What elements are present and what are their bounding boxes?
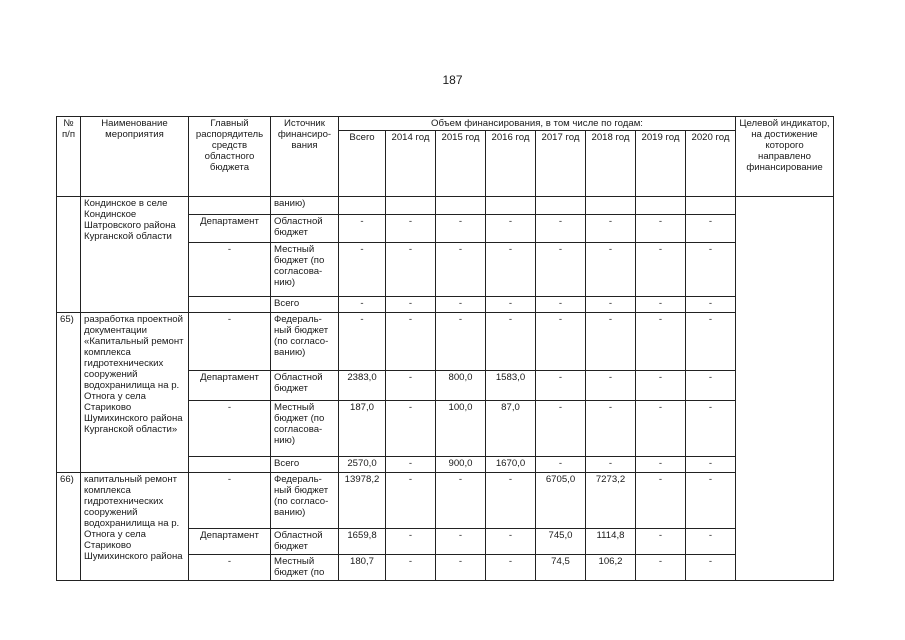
- amount-cell: -: [636, 243, 686, 297]
- amount-cell: -: [486, 215, 536, 243]
- header-volume: Объем финансирования, в том числе по годам:: [339, 117, 736, 131]
- amount-cell: -: [486, 529, 536, 555]
- source-cell: Местный бюджет (по: [271, 555, 339, 581]
- amount-cell: -: [636, 555, 686, 581]
- amount-cell: 6705,0: [536, 473, 586, 529]
- header-num: № п/п: [57, 117, 81, 197]
- manager-cell: Департамент: [189, 215, 271, 243]
- activity-name: капитальный ремонт комплекса гидротехнических сооружений водохранилища на р. Отнога у села Стариково Шумихинского района: [81, 473, 189, 581]
- source-cell: Всего: [271, 457, 339, 473]
- row-number: [57, 197, 81, 313]
- amount-cell: -: [536, 215, 586, 243]
- manager-cell: -: [189, 313, 271, 371]
- source-cell: Федераль-ный бюджет (по согласо-ванию): [271, 313, 339, 371]
- source-cell: Местный бюджет (по согласова-нию): [271, 243, 339, 297]
- amount-cell: -: [586, 243, 636, 297]
- source-cell: Федераль-ный бюджет (по согласо-ванию): [271, 473, 339, 529]
- amount-cell: -: [636, 457, 686, 473]
- amount-cell: -: [486, 555, 536, 581]
- amount-cell: -: [486, 243, 536, 297]
- header-manager: Главный распорядитель средств областного бюджета: [189, 117, 271, 197]
- amount-cell: -: [686, 555, 736, 581]
- amount-cell: -: [436, 473, 486, 529]
- amount-cell: -: [636, 313, 686, 371]
- amount-cell: -: [686, 371, 736, 401]
- amount-cell: -: [636, 529, 686, 555]
- amount-cell: 2383,0: [339, 371, 386, 401]
- amount-cell: -: [386, 555, 436, 581]
- target-indicator-cell: [736, 197, 834, 581]
- amount-cell: -: [386, 313, 436, 371]
- source-cell: Областной бюджет: [271, 529, 339, 555]
- amount-cell: -: [636, 297, 686, 313]
- manager-cell: Департамент: [189, 529, 271, 555]
- amount-cell: 1114,8: [586, 529, 636, 555]
- activity-name: разработка проектной документации «Капитальный ремонт комплекса гидротехнических сооружений водохранилища на р. Отнога у села Стариково Шумихинского района Курганской области»: [81, 313, 189, 473]
- amount-cell: -: [536, 243, 586, 297]
- amount-cell: [436, 197, 486, 215]
- amount-cell: 13978,2: [339, 473, 386, 529]
- amount-cell: [686, 197, 736, 215]
- amount-cell: -: [386, 473, 436, 529]
- amount-cell: -: [386, 215, 436, 243]
- amount-cell: -: [436, 297, 486, 313]
- amount-cell: 1583,0: [486, 371, 536, 401]
- row-number: 65): [57, 313, 81, 473]
- amount-cell: 100,0: [436, 401, 486, 457]
- amount-cell: [536, 197, 586, 215]
- amount-cell: -: [436, 313, 486, 371]
- manager-cell: Департамент: [189, 371, 271, 401]
- row-number: 66): [57, 473, 81, 581]
- source-cell: ванию): [271, 197, 339, 215]
- manager-cell: -: [189, 555, 271, 581]
- activity-name: Кондинское в селе Кондинское Шатровского района Курганской области: [81, 197, 189, 313]
- amount-cell: -: [586, 215, 636, 243]
- manager-cell: -: [189, 473, 271, 529]
- amount-cell: -: [536, 297, 586, 313]
- amount-cell: -: [386, 401, 436, 457]
- amount-cell: -: [586, 297, 636, 313]
- amount-cell: -: [636, 401, 686, 457]
- manager-cell: [189, 197, 271, 215]
- amount-cell: 800,0: [436, 371, 486, 401]
- amount-cell: [586, 197, 636, 215]
- source-cell: Местный бюджет (по согласова-нию): [271, 401, 339, 457]
- amount-cell: -: [536, 457, 586, 473]
- amount-cell: -: [586, 313, 636, 371]
- amount-cell: -: [686, 457, 736, 473]
- header-year: 2015 год: [436, 131, 486, 197]
- amount-cell: -: [486, 313, 536, 371]
- amount-cell: -: [386, 457, 436, 473]
- source-cell: Областной бюджет: [271, 371, 339, 401]
- header-year: 2014 год: [386, 131, 436, 197]
- amount-cell: 106,2: [586, 555, 636, 581]
- amount-cell: 2570,0: [339, 457, 386, 473]
- header-target: Целевой индикатор, на достижение которого направлено финансирование: [736, 117, 834, 197]
- manager-cell: -: [189, 243, 271, 297]
- amount-cell: 180,7: [339, 555, 386, 581]
- amount-cell: -: [686, 243, 736, 297]
- header-year: 2020 год: [686, 131, 736, 197]
- amount-cell: -: [436, 529, 486, 555]
- amount-cell: -: [586, 401, 636, 457]
- amount-cell: -: [686, 529, 736, 555]
- amount-cell: -: [339, 297, 386, 313]
- amount-cell: -: [636, 215, 686, 243]
- amount-cell: -: [686, 473, 736, 529]
- amount-cell: 87,0: [486, 401, 536, 457]
- amount-cell: 74,5: [536, 555, 586, 581]
- manager-cell: -: [189, 401, 271, 457]
- amount-cell: -: [386, 297, 436, 313]
- table-row: [57, 197, 834, 215]
- financing-table: [56, 116, 834, 581]
- amount-cell: 1670,0: [486, 457, 536, 473]
- amount-cell: -: [636, 371, 686, 401]
- amount-cell: -: [386, 529, 436, 555]
- header-year: Всего: [339, 131, 386, 197]
- amount-cell: 7273,2: [586, 473, 636, 529]
- amount-cell: [636, 197, 686, 215]
- amount-cell: -: [586, 371, 636, 401]
- amount-cell: [339, 197, 386, 215]
- amount-cell: -: [486, 473, 536, 529]
- amount-cell: [486, 197, 536, 215]
- amount-cell: -: [339, 243, 386, 297]
- amount-cell: -: [386, 371, 436, 401]
- header-year: 2017 год: [536, 131, 586, 197]
- amount-cell: -: [436, 215, 486, 243]
- amount-cell: -: [586, 457, 636, 473]
- amount-cell: -: [386, 243, 436, 297]
- header-year: 2019 год: [636, 131, 686, 197]
- amount-cell: 900,0: [436, 457, 486, 473]
- amount-cell: -: [536, 313, 586, 371]
- amount-cell: -: [436, 555, 486, 581]
- page-number: 187: [442, 73, 463, 87]
- header-year: 2016 год: [486, 131, 536, 197]
- amount-cell: -: [686, 313, 736, 371]
- amount-cell: -: [686, 401, 736, 457]
- source-cell: Областной бюджет: [271, 215, 339, 243]
- source-cell: Всего: [271, 297, 339, 313]
- amount-cell: -: [339, 215, 386, 243]
- header-year: 2018 год: [586, 131, 636, 197]
- manager-cell: [189, 457, 271, 473]
- amount-cell: -: [339, 313, 386, 371]
- table-row: [57, 473, 834, 529]
- amount-cell: -: [536, 371, 586, 401]
- amount-cell: 187,0: [339, 401, 386, 457]
- amount-cell: 745,0: [536, 529, 586, 555]
- amount-cell: [386, 197, 436, 215]
- amount-cell: -: [536, 401, 586, 457]
- manager-cell: [189, 297, 271, 313]
- amount-cell: -: [436, 243, 486, 297]
- amount-cell: -: [636, 473, 686, 529]
- header-source: Источник финансиро-вания: [271, 117, 339, 197]
- amount-cell: -: [686, 215, 736, 243]
- amount-cell: -: [486, 297, 536, 313]
- table-row: [57, 313, 834, 371]
- amount-cell: 1659,8: [339, 529, 386, 555]
- amount-cell: -: [686, 297, 736, 313]
- header-name: Наименование мероприятия: [81, 117, 189, 197]
